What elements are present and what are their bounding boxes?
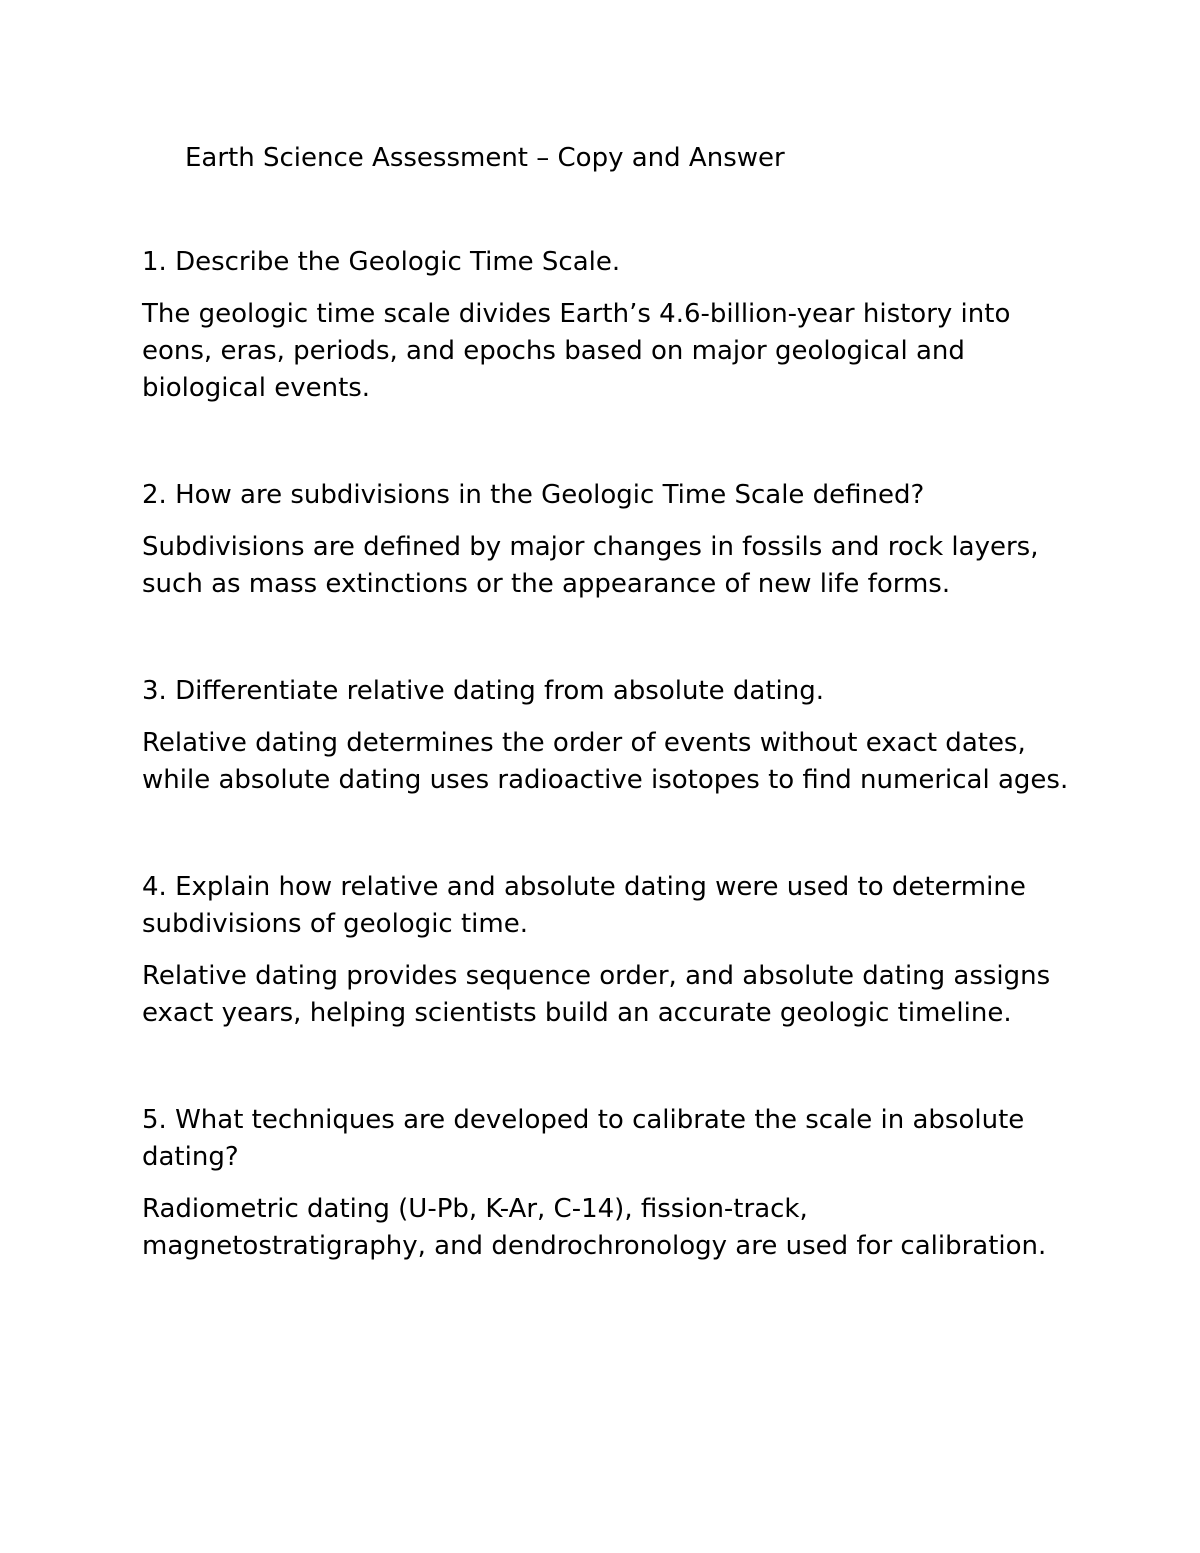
question-text: 5. What techniques are developed to calibrate the scale in absolute dating? [142, 1105, 1025, 1172]
page-title: Earth Science Assessment – Copy and Answer [185, 143, 785, 173]
question-item-1 [142, 244, 1072, 407]
question-text: 2. How are subdivisions in the Geologic Time Scale defined? [142, 480, 925, 510]
answer-text: Relative dating provides sequence order, and absolute dating assigns exact years, helping scientists build an accurate geologic timeline. [142, 961, 1051, 1028]
question-item-4 [142, 869, 1072, 1032]
answer-text: The geologic time scale divides Earth’s 4.6-billion-year history into eons, eras, periods, and epochs based on major geological and biological events. [142, 299, 1011, 403]
question-text: 4. Explain how relative and absolute dating were used to determine subdivisions of geologic time. [142, 872, 1026, 939]
question-text: 3. Differentiate relative dating from absolute dating. [142, 676, 824, 706]
question-item-5 [142, 1102, 1072, 1265]
question-list [142, 244, 1072, 1335]
answer-text: Radiometric dating (U-Pb, K-Ar, C-14), fission-track, magnetostratigraphy, and dendrochronology are used for calibration. [142, 1194, 1047, 1261]
answer-text: Relative dating determines the order of events without exact dates, while absolute dating uses radioactive isotopes to find numerical ages. [142, 728, 1069, 795]
question-text: 1. Describe the Geologic Time Scale. [142, 247, 621, 277]
question-item-2 [142, 477, 1072, 603]
answer-text: Subdivisions are defined by major changes in fossils and rock layers, such as mass extinctions or the appearance of new life forms. [142, 532, 1039, 599]
question-item-3 [142, 673, 1072, 799]
